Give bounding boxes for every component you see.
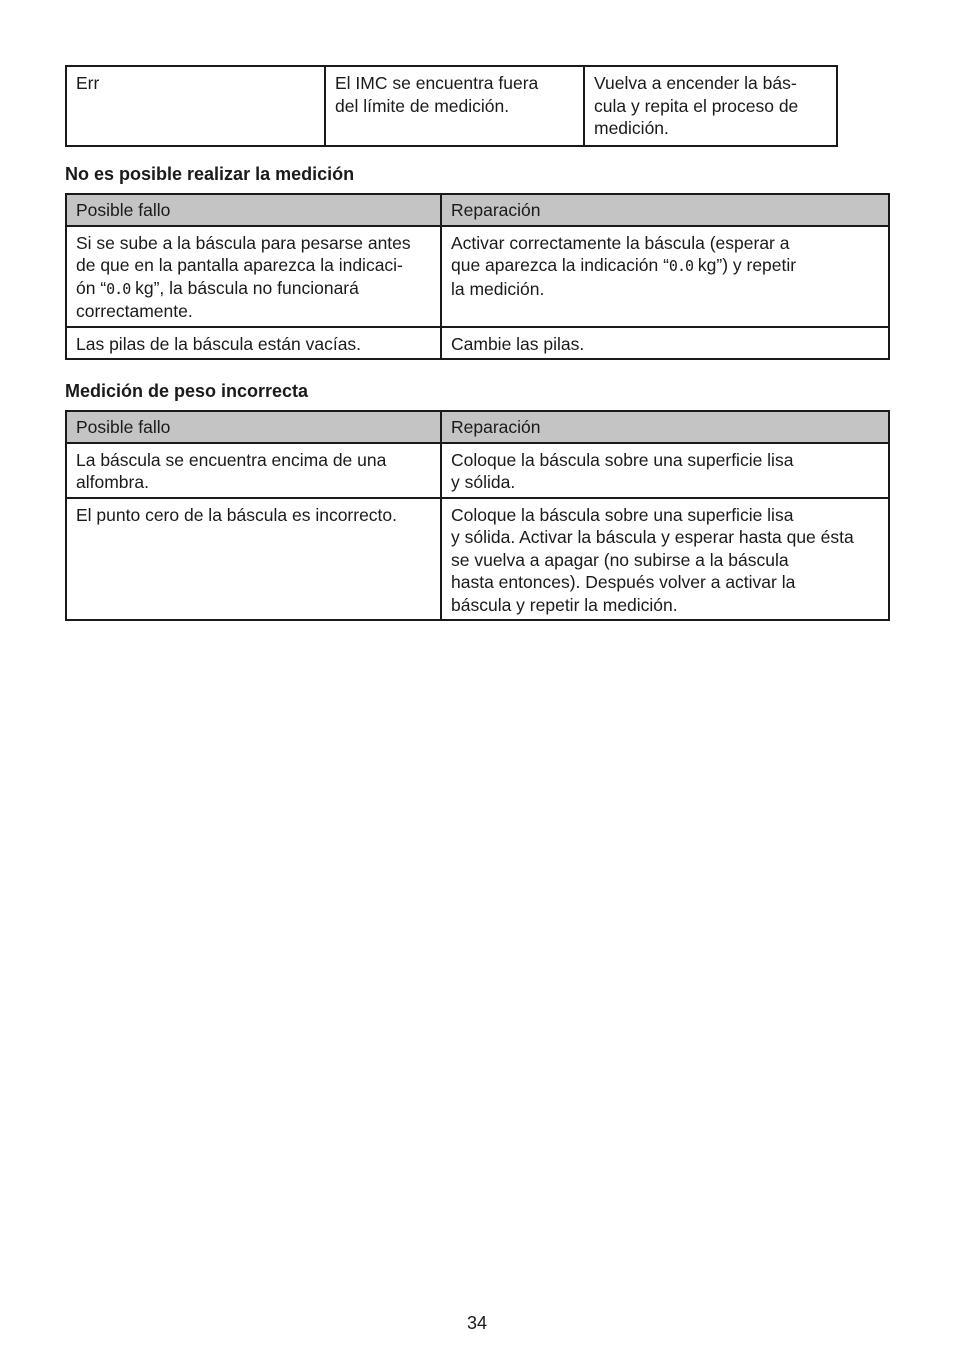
remedy-line: cula y repita el proceso de (594, 95, 799, 116)
fault-cell (66, 443, 441, 498)
fault-line: de que en la pantalla aparezca la indicaci- (76, 255, 403, 275)
table-row (66, 226, 889, 327)
table-row (66, 327, 889, 360)
error-code: Err (76, 73, 100, 93)
remedy-line: medición. (594, 118, 669, 138)
lcd-display-value: 0.0 (106, 279, 131, 298)
cause-line: del límite de medición. (335, 95, 510, 116)
repair-cell (441, 443, 889, 498)
header-fault: Posible fallo (66, 194, 441, 226)
repair-line: báscula y repetir la medición. (451, 594, 678, 615)
repair-cell (441, 498, 889, 621)
table-row (66, 66, 837, 146)
repair-line: Coloque la báscula sobre una superficie lisa (451, 504, 794, 525)
text-fragment: ón “ (76, 277, 107, 298)
section-title-incorrect-weight: Medición de peso incorrecta (65, 381, 309, 401)
table-header-row (66, 194, 889, 226)
page-number: 34 (466, 1313, 488, 1333)
repair-line: y sólida. (451, 472, 516, 492)
error-code-cell (66, 66, 325, 146)
text-fragment: kg”, la báscula no funcionará (130, 277, 359, 298)
no-measurement-table (65, 193, 890, 360)
table-row (66, 498, 889, 621)
fault-cell (66, 498, 441, 621)
table-row (66, 443, 889, 498)
section-title-no-measurement: No es posible realizar la medición (65, 164, 355, 184)
incorrect-weight-table (65, 410, 890, 621)
header-repair: Reparación (441, 411, 889, 443)
error-code-table (65, 65, 838, 147)
repair-line: Activar correctamente la báscula (esperar a (451, 232, 790, 253)
header-repair: Reparación (441, 194, 889, 226)
fault-cell: Las pilas de la báscula están vacías. (66, 327, 441, 360)
fault-cell (66, 226, 441, 327)
lcd-display-value: 0.0 (668, 257, 694, 275)
repair-line: hasta entonces). Después volver a activar la (451, 572, 796, 592)
fault-line: Si se sube a la báscula para pesarse antes (76, 232, 411, 253)
fault-line: El punto cero de la báscula es incorrecto. (76, 504, 398, 525)
text-fragment: kg”) y repetir (693, 255, 797, 275)
repair-line: y sólida. Activar la báscula y esperar hasta que ésta (451, 527, 854, 547)
text-fragment: que aparezca la indicación “ (451, 255, 669, 275)
repair-line: Coloque la báscula sobre una superficie lisa (451, 449, 794, 470)
remedy-line: Vuelva a encender la bás- (594, 73, 797, 93)
fault-line: alfombra. (76, 472, 149, 492)
repair-line (451, 254, 879, 278)
error-cause-cell (325, 66, 584, 146)
cause-line: El IMC se encuentra fuera (335, 73, 539, 93)
repair-cell (441, 226, 889, 327)
repair-cell: Cambie las pilas. (441, 327, 889, 360)
fault-line: correctamente. (76, 301, 193, 321)
fault-line (76, 277, 431, 301)
repair-line: la medición. (451, 278, 545, 299)
repair-line: se vuelva a apagar (no subirse a la báscula (451, 549, 789, 570)
fault-line: La báscula se encuentra encima de una (76, 449, 387, 470)
header-fault: Posible fallo (66, 411, 441, 443)
error-remedy-cell (584, 66, 837, 146)
table-header-row (66, 411, 889, 443)
